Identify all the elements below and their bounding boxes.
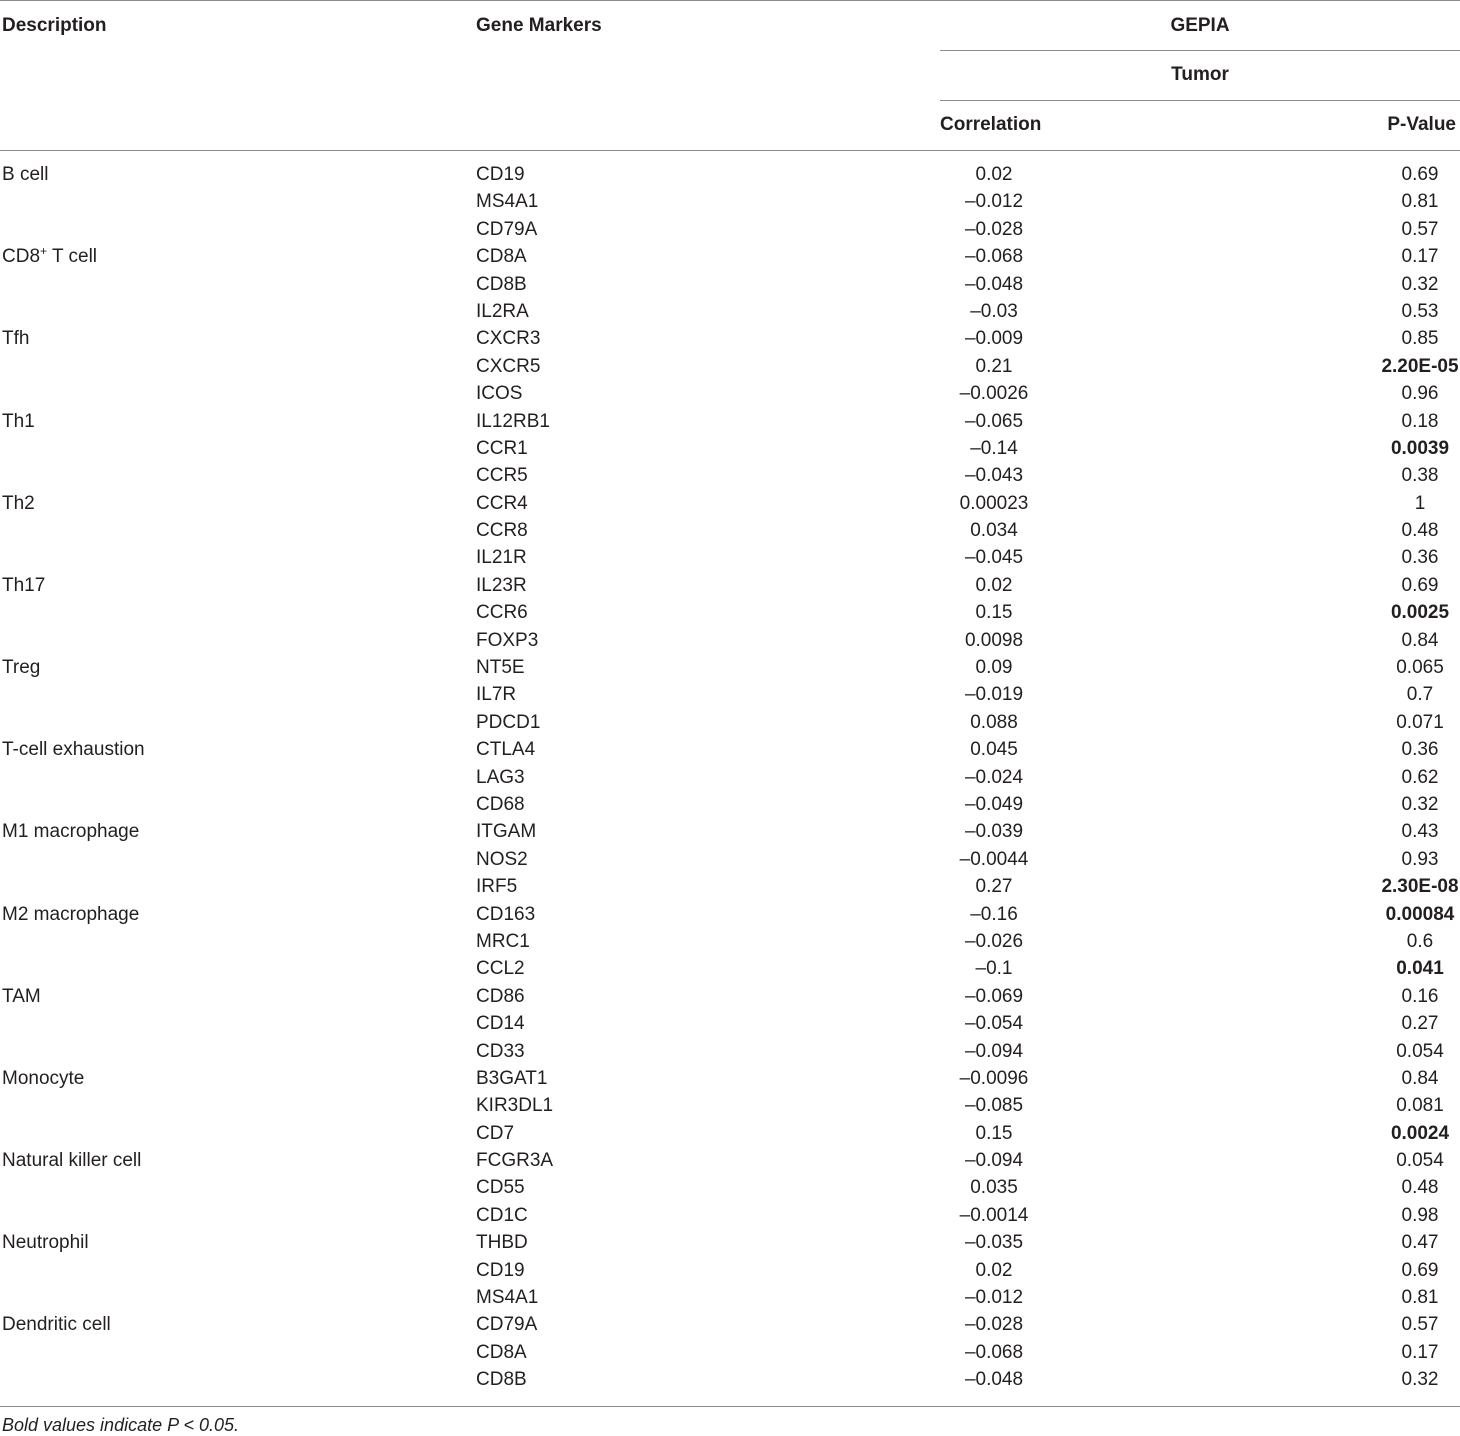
cell-p-value: 0.47 [1401,1232,1439,1254]
cell-gene-marker: CD163 [476,903,536,925]
cell-gene-marker: B3GAT1 [476,1067,548,1089]
table-row [0,682,1460,709]
table-row [0,1039,1460,1066]
table-row [0,1340,1460,1367]
cell-description: Monocyte [2,1067,85,1089]
cell-correlation: –0.012 [964,191,1024,213]
cell-correlation: –0.009 [964,328,1024,350]
cell-gene-marker: IL7R [476,684,517,706]
cell-gene-marker: FCGR3A [476,1150,554,1172]
cell-description: M2 macrophage [2,903,140,925]
cell-correlation: 0.035 [970,1177,1018,1199]
cell-p-value: 0.7 [1406,684,1434,706]
cell-correlation: –0.16 [970,903,1018,925]
cell-gene-marker: CCL2 [476,958,525,980]
table-row [0,244,1460,271]
table-row [0,162,1460,189]
table-row [0,792,1460,819]
cell-gene-marker: CD7 [476,1122,515,1144]
header-tumor: Tumor [1171,64,1229,85]
table-row [0,1011,1460,1038]
table-row [0,956,1460,983]
cell-gene-marker: PDCD1 [476,711,541,733]
table-row [0,217,1460,244]
cell-correlation: 0.02 [975,574,1013,596]
cell-correlation: –0.03 [970,300,1018,322]
table-row [0,1230,1460,1257]
cell-p-value: 0.0039 [1390,437,1450,459]
cell-p-value: 0.98 [1401,1204,1439,1226]
table-row [0,573,1460,600]
cell-description: B cell [2,164,49,185]
cell-p-value: 0.43 [1401,821,1439,843]
cell-correlation: 0.088 [970,711,1018,733]
cell-p-value: 0.27 [1401,1013,1439,1035]
cell-correlation: –0.068 [964,246,1024,268]
top-rule [0,0,1460,1]
header-correlation: Correlation [940,114,1042,135]
gepia-rule [940,50,1460,51]
cell-description: T-cell exhaustion [2,739,145,761]
table-row [0,929,1460,956]
cell-gene-marker: CD86 [476,985,525,1007]
cell-p-value: 0.84 [1401,1067,1439,1089]
cell-gene-marker: KIR3DL1 [476,1095,554,1117]
cell-correlation: 0.00023 [959,492,1029,514]
cell-gene-marker: CD79A [476,1314,538,1336]
table-row [0,600,1460,627]
cell-description: TAM [2,985,41,1007]
cell-description: Th1 [2,410,35,432]
cell-p-value: 0.85 [1401,328,1439,350]
cell-gene-marker: CXCR3 [476,328,541,350]
cell-correlation: –0.085 [964,1095,1024,1117]
cell-gene-marker: CD1C [476,1204,528,1226]
cell-gene-marker: CD8B [476,273,527,295]
table-row [0,189,1460,216]
cell-p-value: 0.0024 [1390,1122,1450,1144]
cell-correlation: –0.094 [964,1040,1024,1062]
cell-gene-marker: CD33 [476,1040,525,1062]
cell-gene-marker: MS4A1 [476,191,539,213]
header-gene-markers: Gene Markers [476,15,602,36]
table-row [0,545,1460,572]
cell-gene-marker: IL2RA [476,300,529,322]
header-gepia: GEPIA [1170,15,1230,36]
cell-p-value: 0.48 [1401,1177,1439,1199]
cell-correlation: 0.27 [975,876,1013,898]
cell-correlation: –0.024 [964,766,1024,788]
cell-p-value: 0.53 [1401,300,1439,322]
cell-correlation: 0.15 [975,1122,1013,1144]
cell-description: Neutrophil [2,1232,89,1254]
cell-gene-marker: CD8B [476,1369,527,1391]
cell-gene-marker: NT5E [476,657,525,679]
cell-correlation: –0.068 [964,1341,1024,1363]
cell-gene-marker: IL23R [476,574,527,596]
table-row [0,1121,1460,1148]
cell-correlation: –0.019 [964,684,1024,706]
cell-correlation: –0.049 [964,793,1024,815]
cell-correlation: 0.21 [975,355,1013,377]
table-row [0,1066,1460,1093]
cell-gene-marker: CD79A [476,218,538,240]
table-row [0,710,1460,737]
table-row [0,1203,1460,1230]
table-row [0,737,1460,764]
cell-p-value: 0.054 [1396,1150,1444,1172]
cell-correlation: 0.02 [975,164,1013,185]
cell-p-value: 2.30E-08 [1381,876,1459,898]
cell-correlation: 0.09 [975,657,1013,679]
cell-p-value: 0.36 [1401,547,1439,569]
cell-gene-marker: IRF5 [476,876,518,898]
cell-p-value: 0.065 [1396,657,1444,679]
cell-gene-marker: MRC1 [476,930,530,952]
cell-gene-marker: CD55 [476,1177,525,1199]
cell-gene-marker: CD19 [476,164,525,185]
cell-p-value: 0.32 [1401,1369,1439,1391]
table-row [0,874,1460,901]
cell-correlation: –0.035 [964,1232,1024,1254]
cell-correlation: 0.045 [970,739,1018,761]
cell-description: Th17 [2,574,46,596]
table-row [0,463,1460,490]
cell-description: Treg [2,657,41,679]
table-row [0,847,1460,874]
cell-p-value: 0.054 [1396,1040,1444,1062]
cell-p-value: 0.69 [1401,164,1439,185]
table-row [0,765,1460,792]
table-body [0,162,1460,1395]
cell-gene-marker: CTLA4 [476,739,536,761]
header-description: Description [2,15,107,36]
table-row [0,1285,1460,1312]
cell-p-value: 1 [1414,492,1426,514]
cell-correlation: –0.0044 [959,848,1029,870]
table-footnote: Bold values indicate P < 0.05. [2,1415,239,1435]
cell-p-value: 0.81 [1401,1287,1439,1309]
cell-description: Dendritic cell [2,1314,111,1336]
cell-gene-marker: CD19 [476,1259,525,1281]
cell-p-value: 0.041 [1396,958,1444,980]
cell-gene-marker: CCR6 [476,602,528,624]
cell-gene-marker: CCR5 [476,465,528,487]
cell-p-value: 0.17 [1401,246,1439,268]
cell-p-value: 0.16 [1401,985,1439,1007]
cell-correlation: –0.026 [964,930,1024,952]
cell-gene-marker: ITGAM [476,821,537,843]
cell-p-value: 0.96 [1401,383,1439,405]
cell-gene-marker: NOS2 [476,848,528,870]
cell-gene-marker: CXCR5 [476,355,541,377]
cell-gene-marker: CCR4 [476,492,528,514]
cell-correlation: –0.0026 [959,383,1029,405]
cell-correlation: 0.15 [975,602,1013,624]
bottom-rule [0,1406,1460,1407]
table-row [0,381,1460,408]
cell-description: CD8+ T cell [2,244,98,268]
cell-correlation: –0.054 [964,1013,1024,1035]
cell-gene-marker: FOXP3 [476,629,539,651]
cell-gene-marker: IL21R [476,547,527,569]
table-row [0,299,1460,326]
cell-correlation: –0.048 [964,273,1024,295]
table-row [0,354,1460,381]
cell-correlation: –0.1 [975,958,1013,980]
cell-p-value: 0.00084 [1385,903,1455,925]
cell-description: Th2 [2,492,35,514]
cell-description: Natural killer cell [2,1150,142,1172]
table-row [0,1258,1460,1285]
cell-correlation: –0.14 [970,437,1018,459]
table-row [0,628,1460,655]
cell-correlation: –0.094 [964,1150,1024,1172]
table-row [0,1093,1460,1120]
table-row [0,326,1460,353]
cell-p-value: 0.69 [1401,1259,1439,1281]
cell-p-value: 0.69 [1401,574,1439,596]
cell-correlation: –0.043 [964,465,1024,487]
cell-description: Tfh [2,328,30,350]
cell-p-value: 0.32 [1401,793,1439,815]
table-row [0,819,1460,846]
cell-p-value: 0.84 [1401,629,1439,651]
cell-correlation: –0.0014 [959,1204,1029,1226]
cell-p-value: 0.57 [1401,1314,1439,1336]
cell-p-value: 0.0025 [1390,602,1450,624]
table-row [0,1148,1460,1175]
cell-gene-marker: CD8A [476,246,527,268]
header-bottom-rule [0,150,1460,151]
cell-correlation: 0.034 [970,520,1018,542]
table-row [0,902,1460,929]
cell-p-value: 0.32 [1401,273,1439,295]
cell-gene-marker: CD8A [476,1341,527,1363]
table-row [0,1312,1460,1339]
cell-p-value: 0.6 [1406,930,1434,952]
cell-description: M1 macrophage [2,821,140,843]
table-row [0,518,1460,545]
cell-p-value: 0.38 [1401,465,1439,487]
table-row [0,655,1460,682]
cell-p-value: 0.36 [1401,739,1439,761]
cell-correlation: –0.028 [964,1314,1024,1336]
cell-correlation: –0.048 [964,1369,1024,1391]
cell-gene-marker: LAG3 [476,766,525,788]
cell-correlation: –0.065 [964,410,1024,432]
cell-p-value: 0.93 [1401,848,1439,870]
cell-gene-marker: CCR8 [476,520,528,542]
table-row [0,1367,1460,1394]
cell-gene-marker: CD14 [476,1013,525,1035]
cell-correlation: –0.039 [964,821,1024,843]
cell-gene-marker: MS4A1 [476,1287,539,1309]
cell-p-value: 0.081 [1396,1095,1444,1117]
cell-correlation: –0.045 [964,547,1024,569]
cell-correlation: 0.02 [975,1259,1013,1281]
cell-gene-marker: CCR1 [476,437,528,459]
cell-p-value: 2.20E-05 [1381,355,1459,377]
cell-p-value: 0.62 [1401,766,1439,788]
header-p-value: P-Value [1387,114,1456,135]
cell-correlation: –0.028 [964,218,1024,240]
table-row [0,1175,1460,1202]
tumor-rule [940,100,1460,101]
cell-p-value: 0.18 [1401,410,1439,432]
table-row [0,409,1460,436]
cell-p-value: 0.17 [1401,1341,1439,1363]
cell-correlation: –0.0096 [959,1067,1029,1089]
cell-gene-marker: THBD [476,1232,528,1254]
table-row [0,984,1460,1011]
table-row [0,272,1460,299]
cell-gene-marker: CD68 [476,793,525,815]
cell-correlation: –0.069 [964,985,1024,1007]
cell-correlation: 0.0098 [964,629,1024,651]
cell-correlation: –0.012 [964,1287,1024,1309]
cell-gene-marker: ICOS [476,383,523,405]
cell-gene-marker: IL12RB1 [476,410,550,432]
table-row [0,491,1460,518]
cell-p-value: 0.57 [1401,218,1439,240]
table-row [0,436,1460,463]
cell-p-value: 0.48 [1401,520,1439,542]
cell-p-value: 0.81 [1401,191,1439,213]
cell-p-value: 0.071 [1396,711,1444,733]
